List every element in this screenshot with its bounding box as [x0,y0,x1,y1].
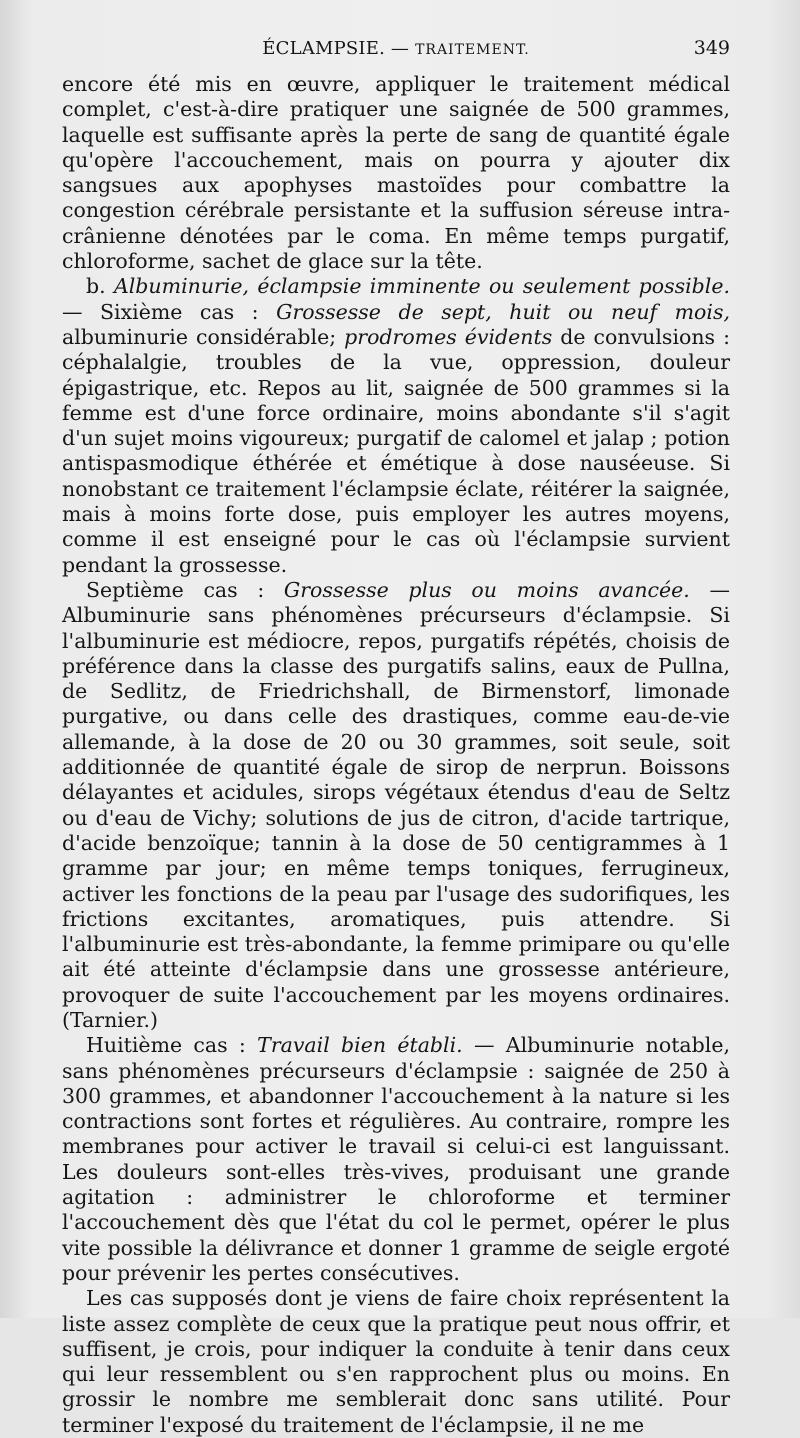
paragraph-seventh-case [62,578,730,1033]
running-title-section: TRAITEMENT. [415,42,530,58]
paragraph-conclusion [62,1286,730,1438]
case-mid: albuminurie considérable; [62,324,345,349]
paragraph-sixth-case [62,274,730,578]
paragraph-5-text: Les cas supposés dont je viens de faire choix représentent la liste assez complète de ceux que la pratique peut nous offrir, et suffisent, je crois, pour indiquer la conduite à tenir dans ceux qui leur ressemblent ou s'en rapprochent plus ou moins. En grossir le nombre me semblerait donc sans utilité. Pour terminer l'exposé du traitement de l'éclampsie, il ne me [62,1286,730,1437]
paragraph-continued [62,72,730,274]
case-title: Grossesse plus ou moins avancée. [283,577,690,602]
case-body: — Albuminurie notable, sans phénomènes précurseurs d'éclampsie : saignée de 250 à 300 grammes, et abandonner l'accouchement à la nature si les contractions sont fortes et régulières. Au contraire, rompre les membranes pour activer le travail si celui-ci est languissant. Les douleurs sont-elles très-vives, produisant une grande agitation : administrer le chloroforme et terminer l'accouchement dès que l'état du col le permet, opérer le plus vite possible la délivrance et donner 1 gramme de seigle ergoté pour prévenir les pertes consécutives. [62,1033,730,1285]
case-title: Grossesse de sept, huit ou neuf mois, [276,299,730,324]
case-title: Travail bien établi. [257,1033,463,1058]
page-number: 349 [693,37,730,59]
running-title-main: ÉCLAMPSIE. — [262,38,416,59]
case-intro: Septième cas : [86,577,284,602]
section-heading: Albuminurie, éclampsie imminente ou seulement possible. [113,274,731,299]
running-title [62,36,730,63]
page-header [62,36,730,66]
case-body: de convulsions : céphalalgie, troubles de la vue, oppression, douleur épigastrique, etc. Repos au lit, saignée de 500 grammes si la femme est d'une force ordinaire, moins abondante s'il s'agit d'un sujet moins vigoureux; purgatif de calomel et jalap ; potion antispasmodique éthérée et émétique à dose nauséeuse. Si nonobstant ce traitement l'éclampsie éclate, réitérer la saignée, mais à moins forte dose, puis employer les autres moyens, comme il est enseigné pour le cas où l'éclampsie survient pendant la grossesse. [62,324,730,577]
prodromes-term: prodromes évidents [344,324,553,349]
section-letter: b. [86,274,114,299]
case-intro: — Sixième cas : [62,299,277,324]
case-intro: Huitième cas : [86,1033,258,1058]
paragraph-eighth-case [62,1033,730,1286]
paragraph-1-text: encore été mis en œuvre, appliquer le traitement médical complet, c'est-à-dire pratiquer une saignée de 500 grammes, laquelle est suffisante après la perte de sang de quantité égale qu'opère l'accouchement, mais on pourra y ajouter dix sangsues aux apophyses mastoïdes pour combattre la congestion cérébrale persistante et la suffusion séreuse intra-crânienne dénotées par le coma. En même temps purgatif, chloroforme, sachet de glace sur la tête. [62,72,730,274]
case-body: — Albuminurie sans phénomènes précurseurs d'éclampsie. Si l'albuminurie est médiocre, repos, purgatifs répétés, choisis de préférence dans la classe des purgatifs salins, eaux de Pullna, de Sedlitz, de Friedrichshall, de Birmenstorf, limonade purgative, ou dans celle des drastiques, comme eau-de-vie allemande, à la dose de 20 ou 30 grammes, soit seule, soit additionnée de quantité égale de sirop de nerprun. Boissons délayantes et acidules, sirops végétaux étendus d'eau de Seltz ou d'eau de Vichy; solutions de jus de citron, d'acide tartrique, d'acide benzoïque; tannin à la dose de 50 centigrammes à 1 gramme par jour; en même temps toniques, ferrugineux, activer les fonctions de la peau par l'usage des sudorifiques, les frictions excitantes, aromatiques, puis attendre. Si l'albuminurie est très-abondante, la femme primipare ou qu'elle ait été atteinte d'éclampsie dans une grossesse antérieure, provoquer de suite l'accouchement par les moyens ordinaires. (Tarnier.) [62,577,730,1032]
